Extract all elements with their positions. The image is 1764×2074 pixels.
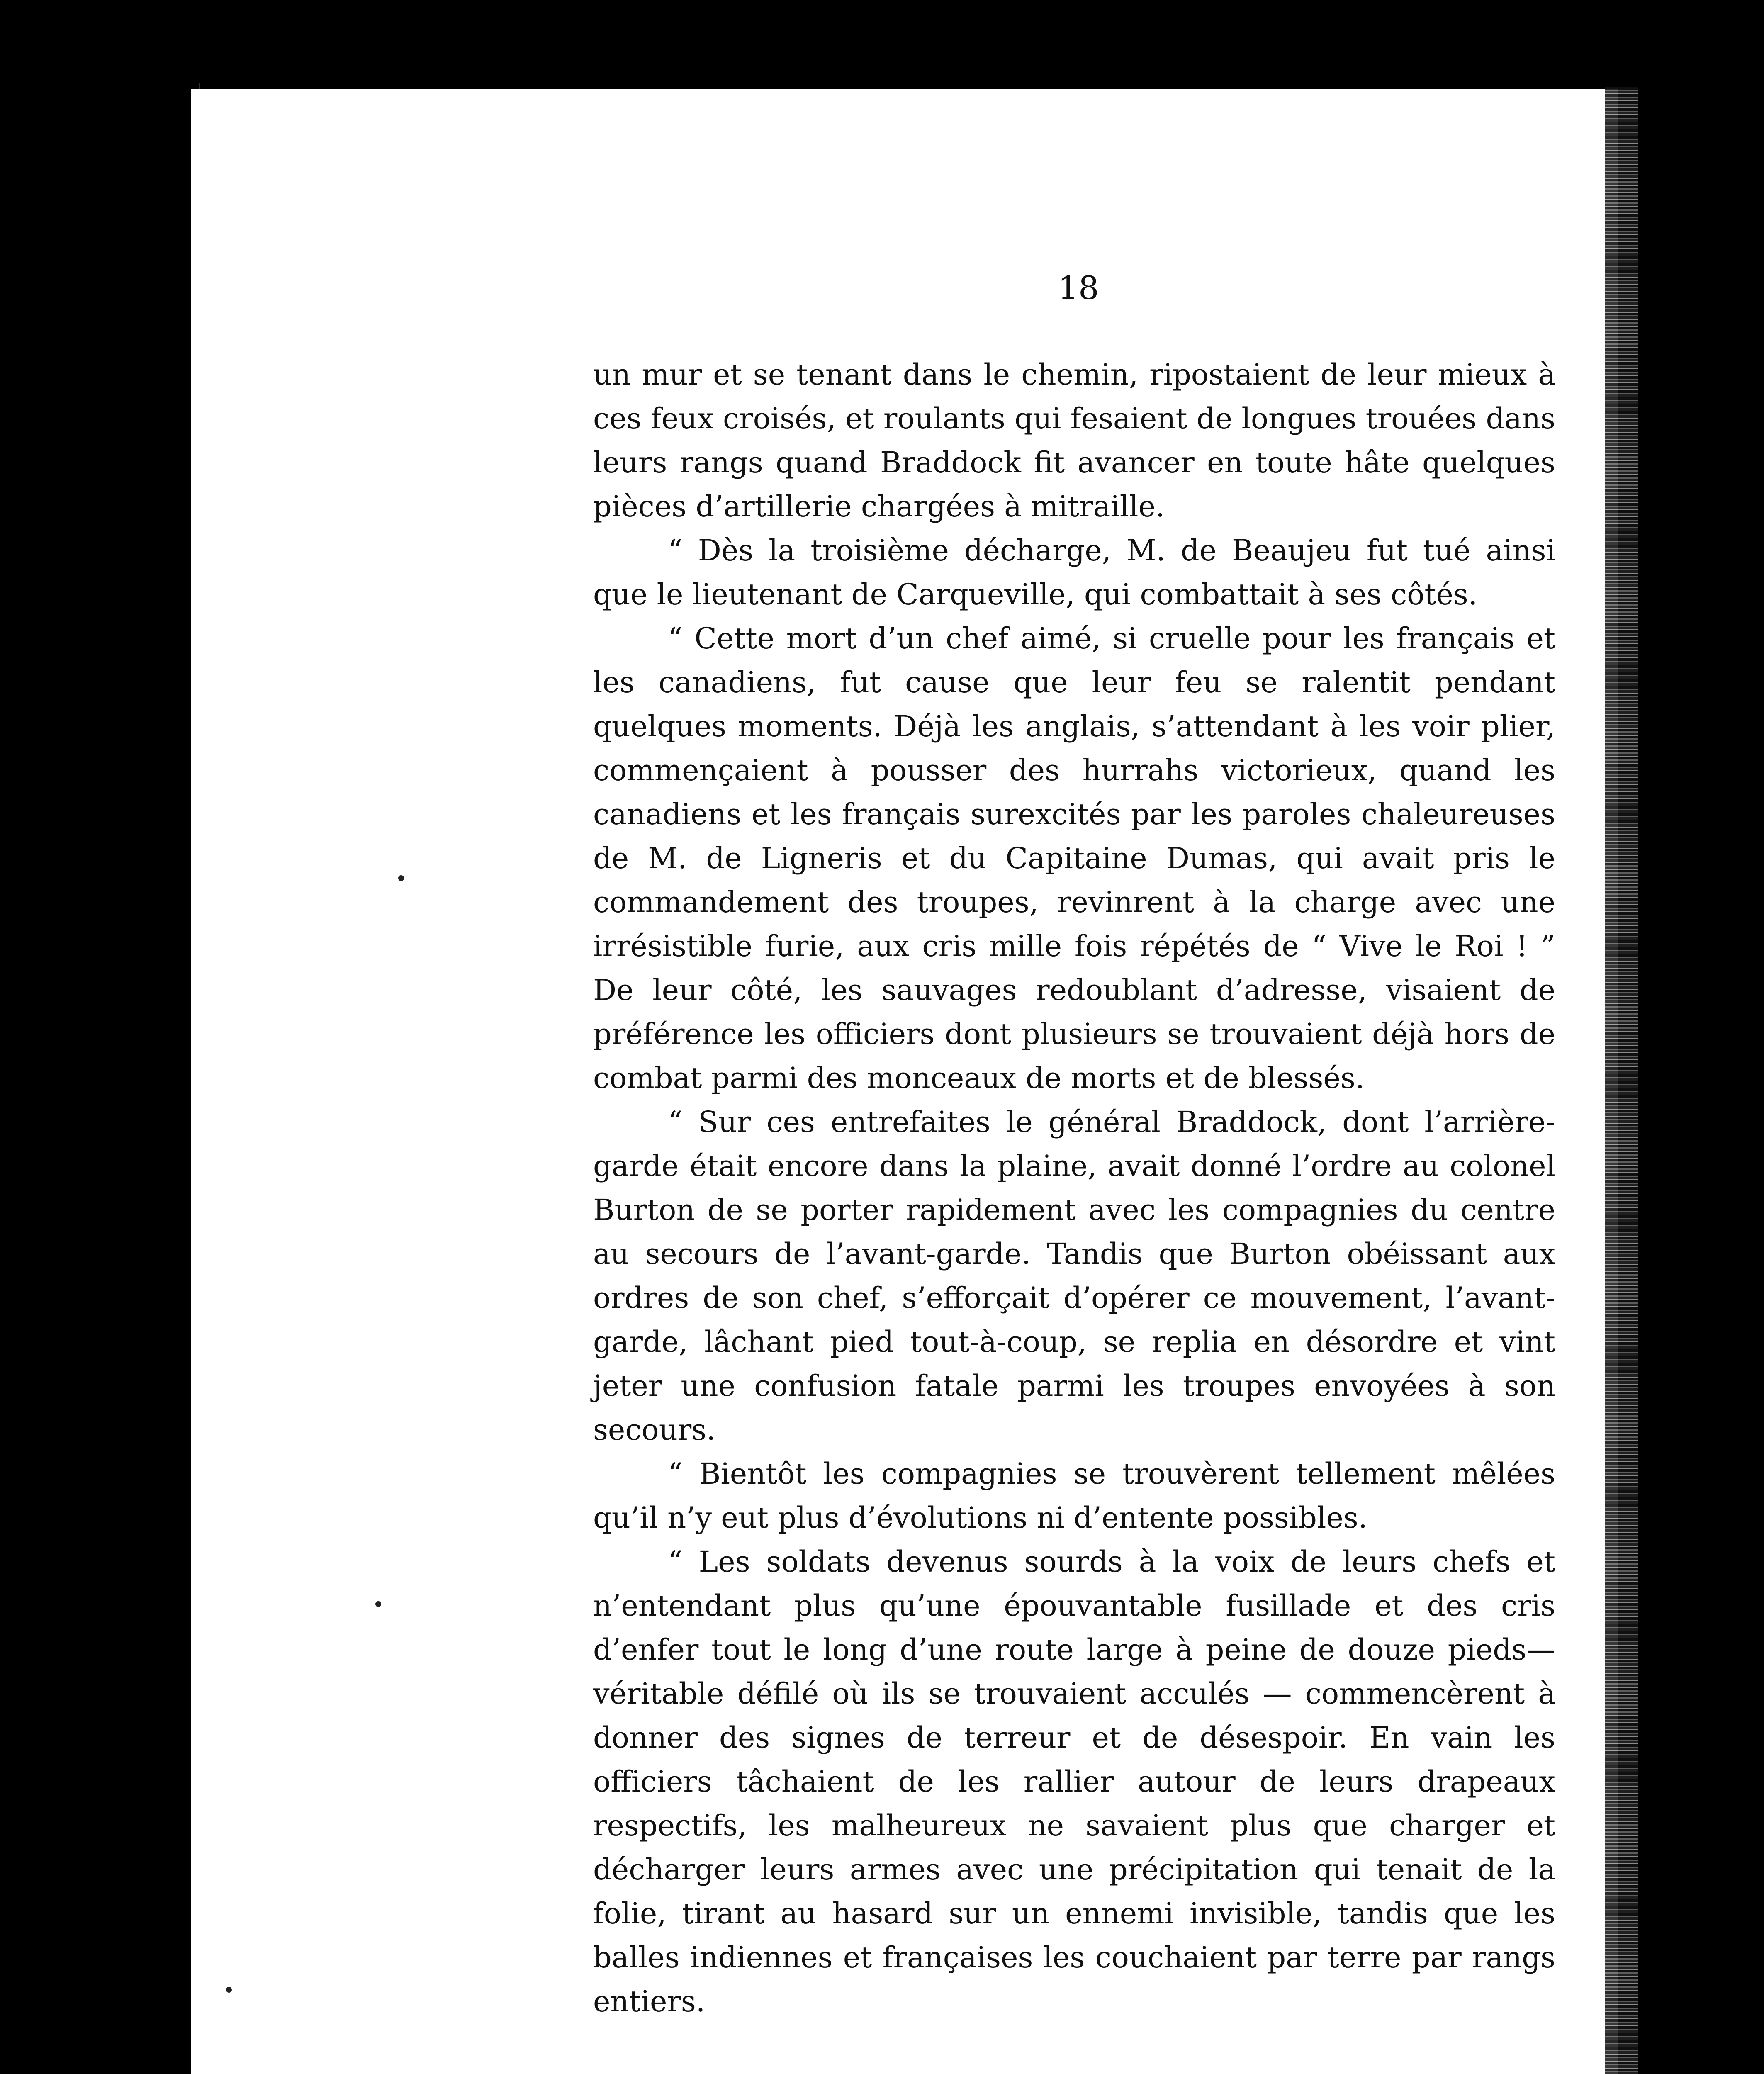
paragraph: “ Dès la troisième décharge, M. de Beaujeu fut tué ainsi que le lieutenant de Carqueville, qui combattait à ses côtés. bbox=[593, 533, 1555, 611]
right-scan-edge bbox=[1605, 87, 1638, 2074]
body-text bbox=[593, 353, 1555, 2023]
page-number: 18 bbox=[1058, 270, 1099, 307]
paragraph: “ Les soldats devenus sourds à la voix de leurs chefs et n’entendant plus qu’une épouvantable fusillade et des cris d’enfer tout le long d’une route large à peine de douze pieds—véritable défilé où ils se trouvaient acculés — commencèrent à donner des signes de terreur et de désespoir. En vain les officiers tâchaient de les rallier autour de leurs drapeaux respectifs, les malheureux ne savaient plus que charger et décharger leurs armes avec une précipitation qui tenait de la folie, tirant au hasard sur un ennemi invisible, tandis que les balles indiennes et françaises les couchaient par terre par rangs entiers. bbox=[593, 1545, 1555, 2018]
paragraph: “ Sur ces entrefaites le général Braddock, dont l’arrière-garde était encore dans la plaine, avait donné l’ordre au colonel Burton de se porter rapidement avec les compagnies du centre au secours de l’avant-garde. Tandis que Burton obéissant aux ordres de son chef, s’efforçait d’opérer ce mouvement, l’avant-garde, lâchant pied tout-à-coup, se replia en désordre et vint jeter une confusion fatale parmi les troupes envoyées à son secours. bbox=[593, 1105, 1555, 1447]
ink-speck bbox=[226, 1987, 232, 1993]
paragraph: un mur et se tenant dans le chemin, ripostaient de leur mieux à ces feux croisés, et roulants qui fesaient de longues trouées dans leurs rangs quand Braddock fit avancer en toute hâte quelques pièces d’artillerie chargées à mitraille. bbox=[593, 358, 1555, 523]
ink-speck bbox=[375, 1601, 381, 1607]
paragraph: “ Cette mort d’un chef aimé, si cruelle pour les français et les canadiens, fut cause que leur feu se ralentit pendant quelques moments. Déjà les anglais, s’attendant à les voir plier, commençaient à pousser des hurrahs victorieux, quand les canadiens et les français surexcités par les paroles chaleureuses de M. de Ligneris et du Capitaine Dumas, qui avait pris le commandement des troupes, revinrent à la charge avec une irrésistible furie, aux cris mille fois répétés de “ Vive le Roi ! ” De leur côté, les sauvages redoublant d’adresse, visaient de préférence les officiers dont plusieurs se trouvaient déjà hors de combat parmi des monceaux de morts et de blessés. bbox=[593, 621, 1555, 1095]
ink-speck bbox=[398, 875, 404, 881]
paragraph: “ Bientôt les compagnies se trouvèrent tellement mêlées qu’il n’y eut plus d’évolutions ni d’entente possibles. bbox=[593, 1457, 1555, 1535]
